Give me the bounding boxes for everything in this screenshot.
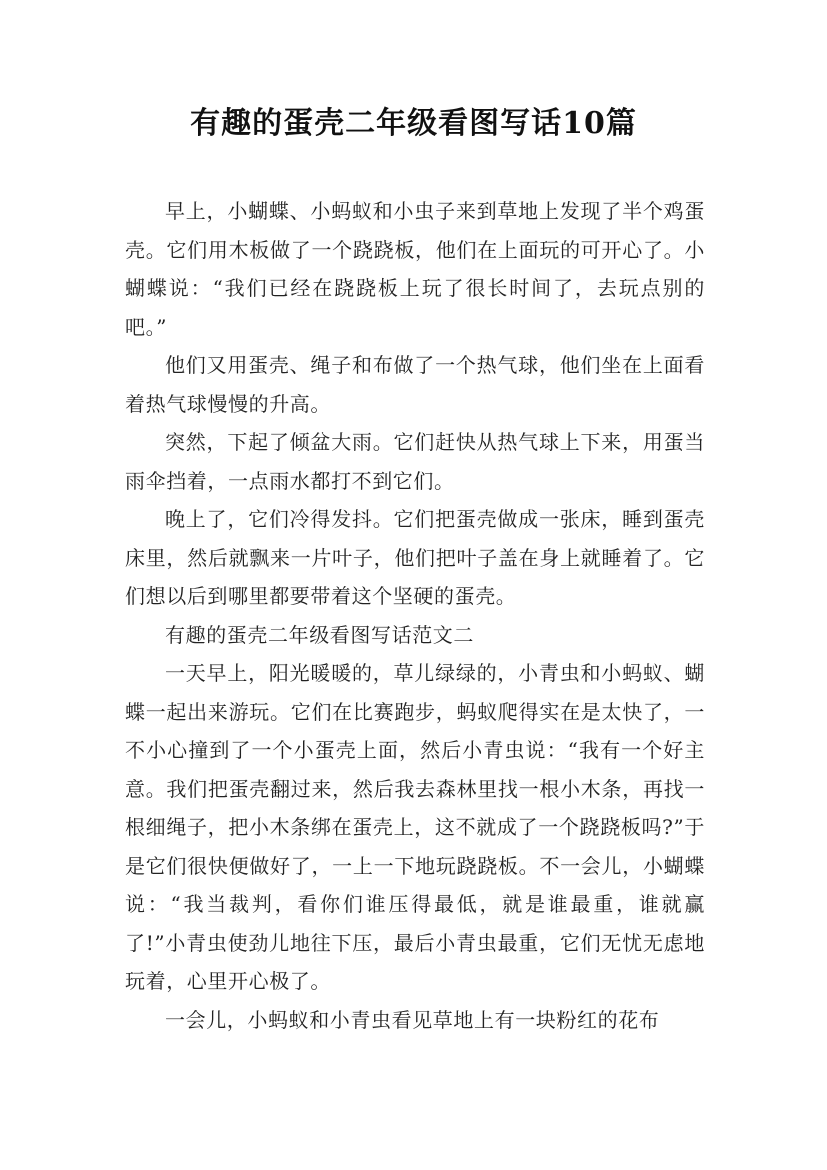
paragraph: 早上，小蝴蝶、小蚂蚁和小虫子来到草地上发现了半个鸡蛋壳。它们用木板做了一个跷跷板，他们在上面玩的可开心了。小蝴蝶说：“我们已经在跷跷板上玩了很长时间了，去玩点别的吧。” (125, 199, 705, 339)
paragraph: 晚上了，它们冷得发抖。它们把蛋壳做成一张床，睡到蛋壳床里，然后就飘来一片叶子，他们把叶子盖在身上就睡着了。它们想以后到哪里都要带着这个坚硬的蛋壳。 (125, 507, 705, 608)
paragraph: 一天早上，阳光暖暖的，草儿绿绿的，小青虫和小蚂蚁、蝴蝶一起出来游玩。它们在比赛跑步，蚂蚁爬得实在是太快了，一不小心撞到了一个小蛋壳上面，然后小青虫说：“我有一个好主意。我们把蛋壳翻过来，然后我去森林里找一根小木条，再找一根细绳子，把小木条绑在蛋壳上，这不就成了一个跷跷板吗?”于是它们很快便做好了，一上一下地玩跷跷板。不一会儿，小蝴蝶说：“我当裁判，看你们谁压得最低，就是谁最重，谁就赢了!”小青虫使劲儿地往下压，最后小青虫最重，它们无忧无虑地玩着，心里开心极了。 (125, 661, 705, 993)
paragraph: 一会儿，小蚂蚁和小青虫看见草地上有一块粉红的花布 (165, 1007, 660, 1032)
paragraph: 他们又用蛋壳、绳子和布做了一个热气球，他们坐在上面看着热气球慢慢的升高。 (125, 353, 705, 416)
document-title: 有趣的蛋壳二年级看图写话10篇 (190, 106, 637, 141)
document-body (125, 192, 705, 1039)
section-heading: 有趣的蛋壳二年级看图写话范文二 (165, 622, 474, 647)
paragraph: 突然，下起了倾盆大雨。它们赶快从热气球上下来，用蛋当雨伞挡着，一点雨水都打不到它们。 (125, 430, 705, 493)
